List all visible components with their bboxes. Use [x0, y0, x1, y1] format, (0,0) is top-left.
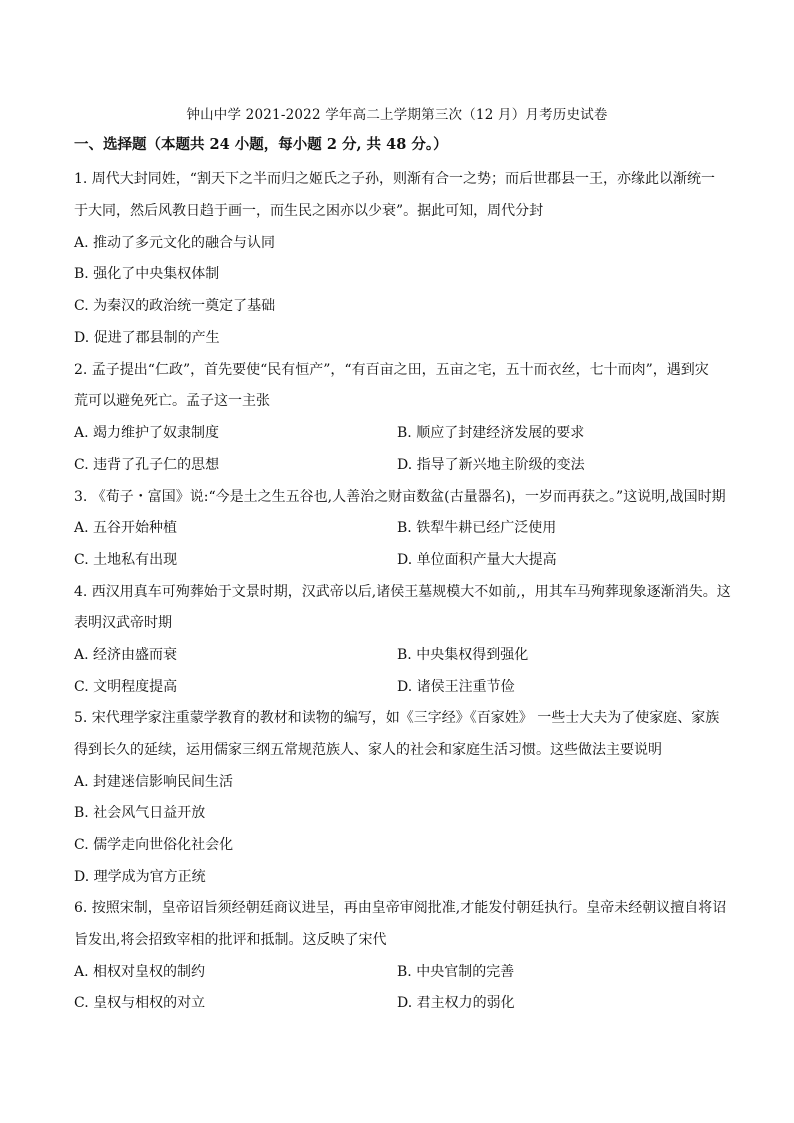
question-1-option-b: B. 强化了中央集权体制 [74, 266, 220, 282]
question-6-stem-line-2: 旨发出,将会招致宰相的批评和抵制。这反映了宋代 [74, 932, 387, 948]
question-2-option-d: D. 指导了新兴地主阶级的变法 [397, 457, 585, 473]
question-1-option-a: A. 推动了多元文化的融合与认同 [74, 235, 276, 251]
question-3-stem-line-1: 3. 《荀子・富国》说:“今是土之生五谷也,人善治之财亩数盆(古量器名)，一岁而再获之。”这说明,战国时期 [74, 489, 726, 505]
question-1-option-c: C. 为秦汉的政治统一奠定了基础 [74, 298, 276, 314]
question-6-option-c: C. 皇权与相权的对立 [74, 995, 206, 1011]
question-6-option-b: B. 中央官制的完善 [397, 964, 515, 980]
question-5-stem-line-2: 得到长久的延续，运用儒家三纲五常规范族人、家人的社会和家庭生活习惯。这些做法主要说明 [74, 742, 662, 758]
question-3-option-a: A. 五谷开始种植 [74, 520, 178, 536]
question-4-stem-line-2: 表明汉武帝时期 [74, 615, 172, 631]
question-3-option-b: B. 铁犁牛耕已经广泛使用 [397, 520, 557, 536]
question-2-option-a: A. 竭力维护了奴隶制度 [74, 425, 220, 441]
question-4-stem-line-1: 4. 西汉用真车可殉葬始于文景时期，汉武帝以后,诸侯王墓规模大不如前,，用其车马殉葬现象逐渐消失。这 [74, 584, 731, 600]
section-heading: 一、选择题（本题共 24 小题，每小题 2 分, 共 48 分。） [74, 136, 448, 153]
question-5-option-c: C. 儒学走向世俗化社会化 [74, 837, 234, 853]
question-3-option-d: D. 单位面积产量大大提高 [397, 552, 557, 568]
question-5-stem-line-1: 5. 宋代理学家注重蒙学教育的教材和读物的编写，如《三字经》《百家姓》 一些士大夫为了使家庭、家族 [74, 710, 720, 726]
question-4-option-b: B. 中央集权得到强化 [397, 647, 529, 663]
question-4-option-d: D. 诸侯王注重节俭 [397, 679, 515, 695]
question-6-option-d: D. 君主权力的弱化 [397, 995, 515, 1011]
question-5-option-b: B. 社会风气日益开放 [74, 805, 206, 821]
question-4-option-c: C. 文明程度提高 [74, 679, 178, 695]
question-6-option-a: A. 相权对皇权的制约 [74, 964, 206, 980]
question-4-option-a: A. 经济由盛而衰 [74, 647, 178, 663]
question-5-option-d: D. 理学成为官方正统 [74, 869, 206, 885]
question-5-option-a: A. 封建迷信影响民间生活 [74, 774, 234, 790]
question-2-stem-line-1: 2. 孟子提出“仁政”，首先要使“民有恒产”，“有百亩之田，五亩之宅，五十而衣丝，七十而肉”，遇到灾 [74, 362, 709, 378]
question-2-stem-line-2: 荒可以避免死亡。孟子这一主张 [74, 393, 270, 409]
question-2-option-b: B. 顺应了封建经济发展的要求 [397, 425, 585, 441]
question-1-option-d: D. 促进了郡县制的产生 [74, 330, 220, 346]
question-6-stem-line-1: 6. 按照宋制，皇帝诏旨须经朝廷商议进呈，再由皇帝审阅批准,才能发付朝廷执行。皇帝未经朝议擅自将诏 [74, 900, 727, 916]
exam-title: 钟山中学 2021-2022 学年高二上学期第三次（12 月）月考历史试卷 [186, 107, 608, 123]
question-1-stem-line-1: 1. 周代大封同姓，“割天下之半而归之姬氏之子孙，则渐有合一之势；而后世郡县一王，亦缘此以渐统一 [74, 171, 715, 187]
question-2-option-c: C. 违背了孔子仁的思想 [74, 457, 220, 473]
question-1-stem-line-2: 于大同，然后风教日趋于画一，而生民之困亦以少衰”。据此可知，周代分封 [74, 203, 544, 219]
question-3-option-c: C. 土地私有出现 [74, 552, 178, 568]
